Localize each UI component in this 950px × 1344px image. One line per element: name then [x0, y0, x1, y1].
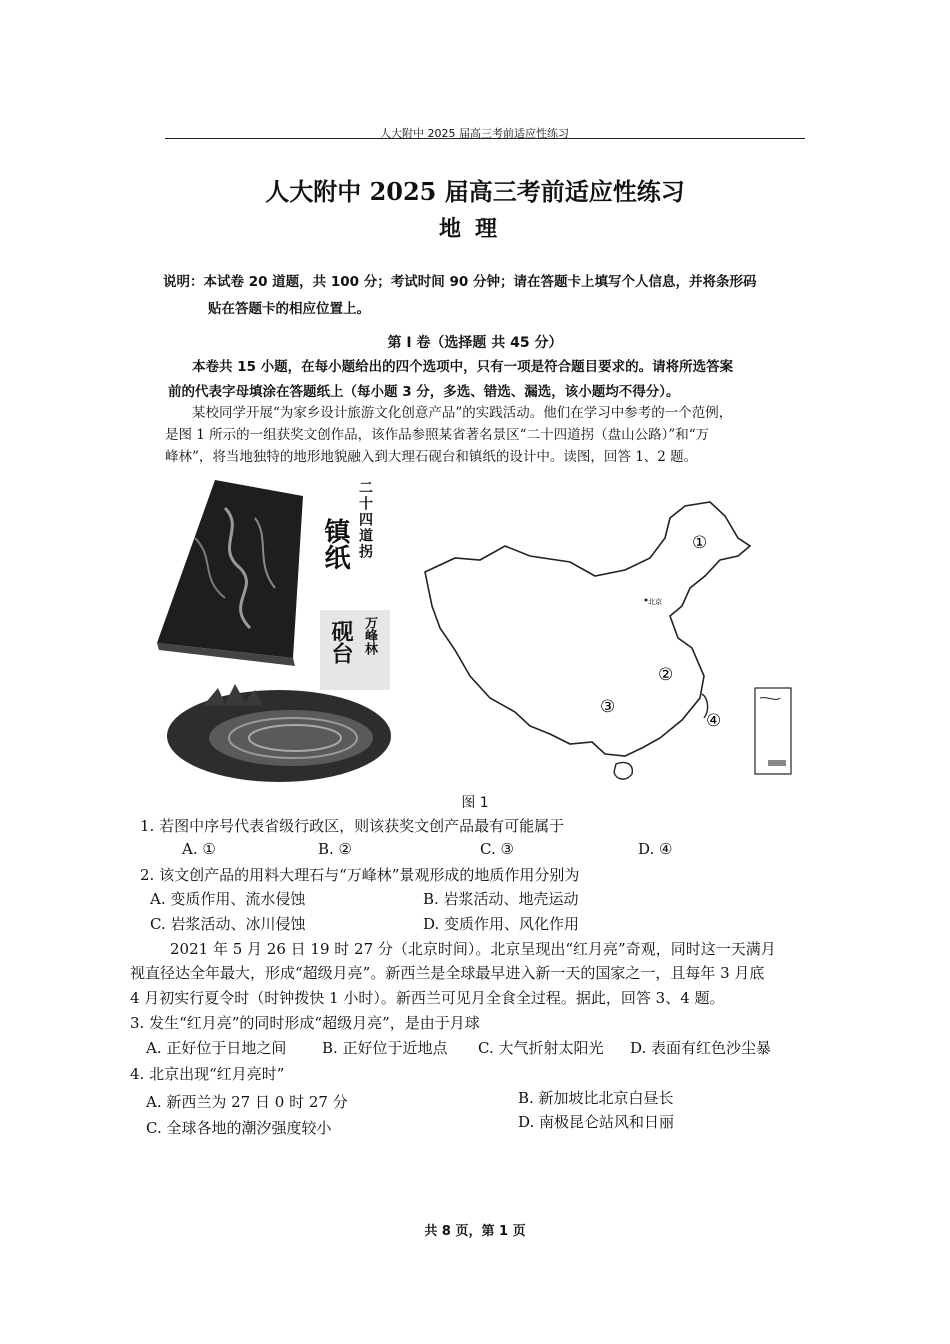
q1-option-a: A. ① [182, 840, 216, 858]
q4-option-d: D. 南极昆仑站风和日丽 [518, 1113, 675, 1131]
q1-option-c: C. ③ [480, 840, 514, 858]
section-heading: 第 I 卷（选择题 共 45 分） [387, 335, 563, 351]
passage1-line-3: 峰林”，将当地独特的地形地貌融入到大理石砚台和镇纸的设计中。读图，回答 1、2 题。 [165, 449, 698, 465]
q4-option-b: B. 新加坡比北京白昼长 [518, 1089, 674, 1107]
instructions-line-1: 说明：本试卷 20 道题，共 100 分；考试时间 90 分钟；请在答题卡上填写个人信息，并将条形码 [163, 274, 757, 290]
q1-option-b: B. ② [318, 840, 353, 858]
china-map [420, 498, 795, 790]
q3-option-d: D. 表面有红色沙尘暴 [630, 1039, 772, 1057]
inkstone-photo [163, 676, 395, 788]
beijing-label: 北京 [648, 598, 662, 606]
paperweight-label-card [315, 480, 395, 600]
q3-option-a: A. 正好位于日地之间 [146, 1039, 287, 1057]
q2-option-a: A. 变质作用、流水侵蚀 [150, 890, 306, 908]
instructions-line-2: 贴在答题卡的相应位置上。 [208, 301, 370, 317]
map-marker-2: ② [658, 665, 674, 685]
passage1-line-1: 某校同学开展“为家乡设计旅游文化创意产品”的实践活动。他们在学习中参考的一个范例， [192, 405, 733, 421]
q1-option-d: D. ④ [638, 840, 673, 858]
map-marker-1: ① [692, 533, 708, 553]
figure-1 [155, 478, 795, 790]
q4-stem: 4. 北京出现“红月亮时” [130, 1065, 285, 1083]
map-marker-3: ③ [600, 697, 616, 717]
passage2-line-3: 4 月初实行夏令时（时钟拨快 1 小时）。新西兰可见月全食全过程。据此，回答 3、4 题。 [130, 989, 725, 1007]
inkstone-vertical-text: 万峰林 [362, 616, 377, 655]
map-marker-4: ④ [706, 711, 722, 731]
paperweight-vertical-text: 二十四道拐 [357, 480, 373, 560]
q2-option-d: D. 变质作用、风化作用 [423, 915, 580, 933]
passage2-line-2: 视直径达全年最大，形成“超级月亮”。新西兰是全球最早进入新一天的国家之一，且每年 3 月底 [130, 964, 765, 982]
section-intro-1: 本卷共 15 小题，在每小题给出的四个选项中，只有一项是符合题目要求的。请将所选答案 [192, 359, 734, 375]
q3-stem: 3. 发生“红月亮”的同时形成“超级月亮”，是由于月球 [130, 1014, 480, 1032]
q4-option-c: C. 全球各地的潮汐强度较小 [146, 1119, 332, 1137]
passage2-line-1: 2021 年 5 月 26 日 19 时 27 分（北京时间）。北京呈现出“红月亮”奇观，同时这一天满月 [170, 940, 776, 958]
header-rule [165, 138, 805, 139]
q1-stem: 1. 若图中序号代表省级行政区，则该获奖文创产品最有可能属于 [140, 817, 565, 835]
q2-option-c: C. 岩浆活动、冰川侵蚀 [150, 915, 306, 933]
beijing-dot [645, 599, 648, 602]
q2-stem: 2. 该文创产品的用料大理石与“万峰林”景观形成的地质作用分别为 [140, 866, 580, 884]
q2-option-b: B. 岩浆活动、地壳运动 [423, 890, 579, 908]
paperweight-label: 镇纸 [320, 518, 350, 570]
passage1-line-2: 是图 1 所示的一组获奖文创作品，该作品参照某省著名景区“二十四道拐（盘山公路）”和“万 [165, 427, 710, 443]
page-footer: 共 8 页，第 1 页 [424, 1224, 526, 1239]
page-title: 人大附中 2025 届高三考前适应性练习 [265, 177, 685, 206]
q3-option-b: B. 正好位于近地点 [322, 1039, 448, 1057]
q4-option-a: A. 新西兰为 27 日 0 时 27 分 [146, 1093, 348, 1111]
running-head: 人大附中 2025 届高三考前适应性练习 [380, 127, 569, 140]
paperweight-photo [155, 478, 305, 668]
figure-caption: 图 1 [461, 795, 489, 811]
section-intro-2: 前的代表字母填涂在答题纸上（每小题 3 分，多选、错选、漏选，该小题均不得分）。 [168, 384, 680, 400]
q3-option-c: C. 大气折射太阳光 [478, 1039, 604, 1057]
subject-title: 地理 [438, 216, 511, 242]
inkstone-label: 砚台 [328, 620, 354, 664]
